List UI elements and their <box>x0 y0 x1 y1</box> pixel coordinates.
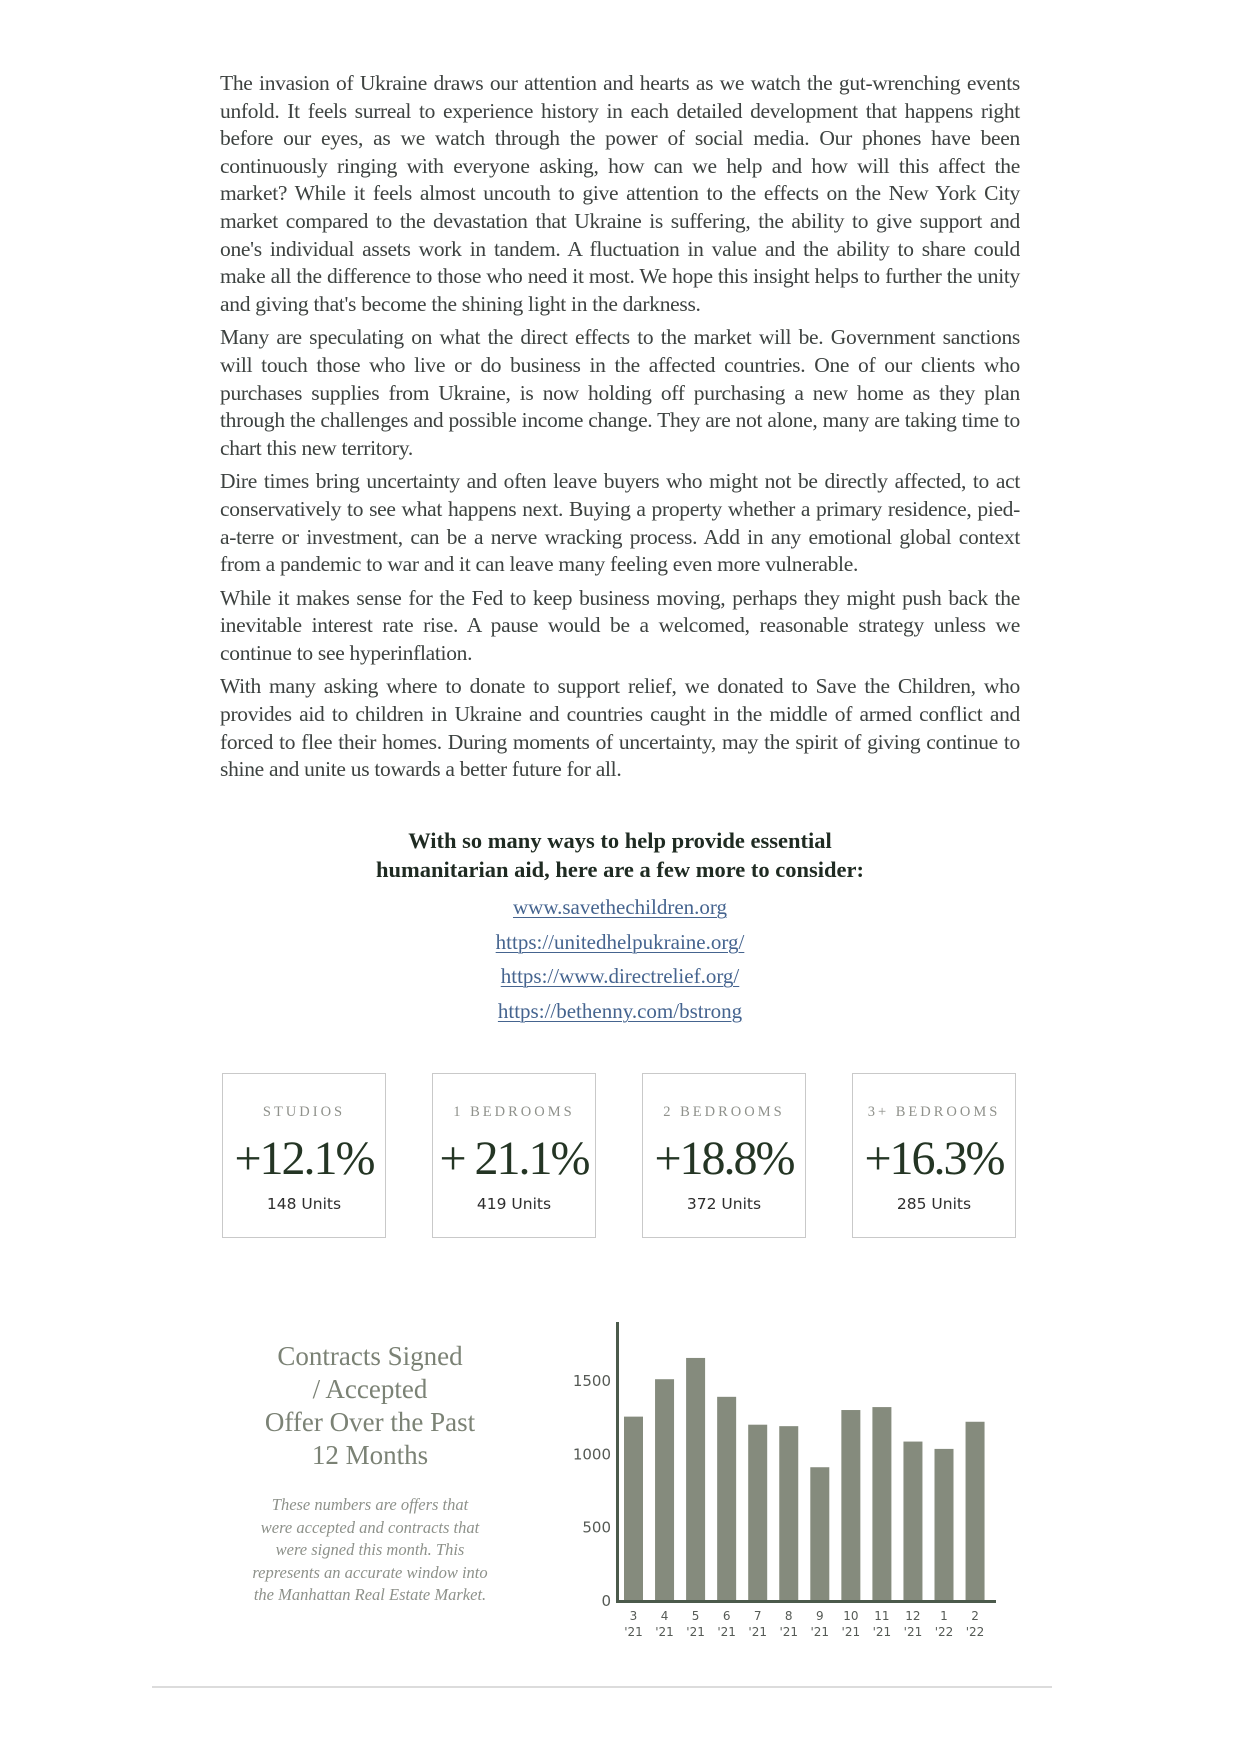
chart-title-line: / Accepted <box>312 1374 428 1404</box>
bar <box>779 1426 798 1600</box>
chart-note-line: were signed this month. This <box>275 1540 465 1559</box>
stat-label: 1 BEDROOMS <box>453 1104 575 1120</box>
x-tick-year: '21 <box>717 1625 736 1639</box>
bar <box>748 1425 767 1600</box>
help-section <box>320 826 920 1028</box>
x-tick-year: '22 <box>934 1625 954 1639</box>
bar <box>624 1417 643 1600</box>
stat-units: 285 Units <box>896 1195 972 1213</box>
bar-chart-svg <box>560 1310 1000 1650</box>
y-tick-label: 1000 <box>572 1445 611 1464</box>
chart-caption <box>225 1340 515 1607</box>
bar <box>841 1410 860 1600</box>
article-body <box>220 70 1020 790</box>
x-tick-year: '21 <box>779 1625 799 1639</box>
chart-title-line: Offer Over the Past <box>264 1407 476 1437</box>
donation-links <box>320 890 920 1028</box>
chart-note-line: were accepted and contracts that <box>260 1517 480 1537</box>
paragraph-4: While it makes sense for the Fed to keep business moving, perhaps they might push back the inevitable interest rate rise. A pause would be a welcomed, reasonable strategy unless we continue to see hyperinflation. <box>220 585 1020 665</box>
x-axis-line <box>616 1600 996 1603</box>
x-tick-month: 2 <box>971 1609 979 1623</box>
x-tick-month: 12 <box>905 1609 921 1623</box>
bar <box>655 1379 674 1600</box>
help-heading-line-2: humanitarian aid, here are a few more to consider: <box>375 857 865 882</box>
x-tick-year: '21 <box>655 1625 674 1639</box>
footer-divider <box>152 1686 1052 1688</box>
bar <box>717 1397 736 1600</box>
chart-title <box>225 1340 515 1472</box>
x-tick-month: 10 <box>843 1609 859 1623</box>
chart-title-line: Contracts Signed <box>277 1341 463 1371</box>
stat-units: 148 Units <box>266 1195 342 1213</box>
contracts-bar-chart <box>560 1310 1000 1650</box>
help-heading <box>320 826 920 884</box>
stat-value: +18.8% <box>654 1132 794 1185</box>
x-tick-month: 1 <box>940 1609 948 1623</box>
stat-value: +16.3% <box>864 1132 1004 1185</box>
x-tick-year: '21 <box>872 1625 892 1639</box>
x-tick-month: 7 <box>753 1609 762 1623</box>
paragraph-5: With many asking where to donate to support relief, we donated to Save the Children, who provides aid to children in Ukraine and countries caught in the middle of armed conflict and forced to flee their homes. During moments of uncertainty, may the spirit of giving continue to shine and unite us towards a better future for all. <box>220 674 1020 782</box>
x-tick-month: 9 <box>815 1609 824 1623</box>
link-directrelief[interactable]: https://www.directrelief.org/ <box>500 964 740 988</box>
bar <box>810 1467 829 1600</box>
stat-card-3-plus-bedrooms <box>852 1073 1016 1238</box>
y-tick-label: 500 <box>582 1518 611 1537</box>
bar <box>686 1358 705 1600</box>
stat-label: 2 BEDROOMS <box>663 1104 785 1120</box>
link-unitedhelpukraine[interactable]: https://unitedhelpukraine.org/ <box>495 929 745 954</box>
stat-units: 372 Units <box>686 1195 762 1213</box>
bar <box>872 1407 891 1600</box>
y-axis-line <box>616 1322 619 1602</box>
bar <box>935 1449 954 1600</box>
chart-note-line: represents an accurate window into <box>252 1562 488 1582</box>
chart-note-line: the Manhattan Real Estate Market. <box>253 1585 487 1604</box>
x-tick-month: 11 <box>874 1609 890 1623</box>
unit-stats <box>222 1073 1018 1241</box>
stat-units: 419 Units <box>476 1195 552 1213</box>
x-tick-month: 3 <box>629 1609 638 1623</box>
x-tick-year: '21 <box>903 1625 923 1639</box>
x-tick-year: '21 <box>748 1625 767 1639</box>
stat-value: + 21.1% <box>439 1132 589 1185</box>
help-heading-line-1: With so many ways to help provide essential <box>408 828 832 853</box>
x-tick-year: '21 <box>686 1625 705 1639</box>
x-tick-month: 6 <box>722 1609 731 1623</box>
stat-label: STUDIOS <box>262 1104 346 1120</box>
y-tick-label: 0 <box>601 1592 611 1610</box>
chart-note-line: These numbers are offers that <box>271 1495 469 1514</box>
x-tick-year: '21 <box>841 1625 861 1639</box>
y-tick-label: 1500 <box>572 1371 611 1390</box>
bar <box>966 1422 985 1600</box>
link-bethenny-bstrong[interactable]: https://bethenny.com/bstrong <box>497 998 743 1023</box>
x-tick-year: '21 <box>810 1625 830 1639</box>
stat-card-studios <box>222 1073 386 1238</box>
stat-card-1-bedrooms <box>432 1073 596 1238</box>
x-tick-year: '21 <box>624 1625 643 1639</box>
stat-label: 3+ BEDROOMS <box>867 1104 1001 1120</box>
stat-card-2-bedrooms <box>642 1073 806 1238</box>
x-tick-month: 5 <box>691 1609 700 1623</box>
paragraph-3: Dire times bring uncertainty and often leave buyers who might not be directly affected, to act conservatively to see what happens next. Buying a property whether a primary residence, pied-a-terre or investment, can be a nerve wracking process. Add in any emotional global context from a pandemic to war and it can leave many feeling even more vulnerable. <box>220 469 1020 577</box>
chart-note <box>225 1494 515 1607</box>
chart-title-line: 12 Months <box>311 1440 429 1470</box>
x-tick-month: 4 <box>660 1609 669 1623</box>
x-tick-year: '22 <box>965 1625 985 1639</box>
stat-value: +12.1% <box>234 1132 374 1185</box>
paragraph-2: Many are speculating on what the direct effects to the market will be. Government sanctions will touch those who live or do business in the affected countries. One of our clients who purchases supplies from Ukraine, is now holding off purchasing a new home as they plan through the challenges and possible income change. They are not alone, many are taking time to chart this new territory. <box>220 325 1020 460</box>
bar <box>903 1442 922 1600</box>
x-tick-month: 8 <box>784 1609 793 1623</box>
link-savethechildren[interactable]: www.savethechildren.org <box>512 895 728 919</box>
paragraph-1: The invasion of Ukraine draws our attention and hearts as we watch the gut-wrenching events unfold. It feels surreal to experience history in each detailed development that happens right before our eyes, as we watch through the power of social media. Our phones have been continuously ringing with everyone asking, how can we help and how will this affect the market? While it feels almost uncouth to give attention to the effects on the New York City market compared to the devastation that Ukraine is suffering, the ability to give support and one's individual assets work in tandem. A fluctuation in value and the ability to share could make all the difference to those who need it most. We hope this insight helps to further the unity and giving that's become the shining light in the darkness. <box>220 71 1020 316</box>
